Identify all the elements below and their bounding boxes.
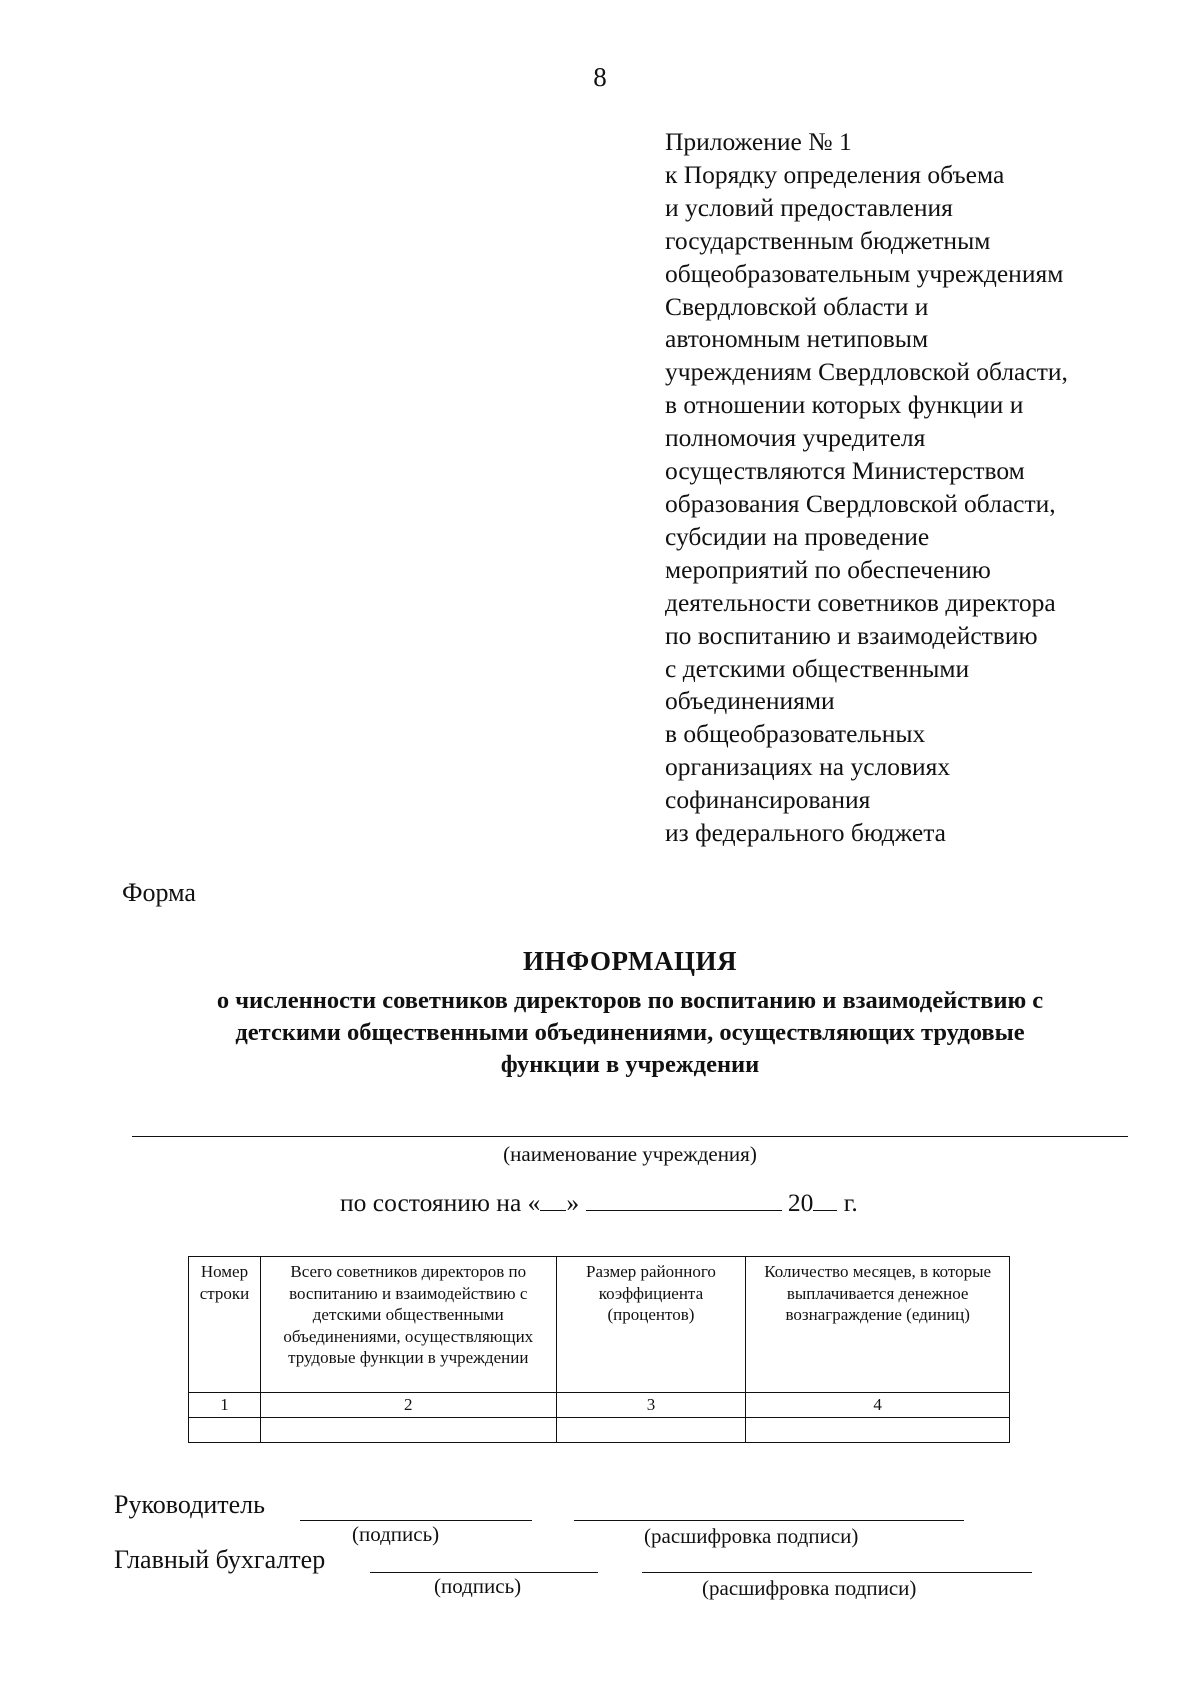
institution-name-line (132, 1136, 1128, 1137)
table-row (189, 1418, 1010, 1443)
head-transcript-caption: (расшифровка подписи) (644, 1524, 859, 1548)
appendix-line: и условий предоставления (665, 192, 953, 222)
appendix-line: в отношении которых функции и (665, 390, 1024, 420)
appendix-line: осуществляются Министерством (665, 456, 1025, 486)
column-number: 1 (189, 1393, 261, 1418)
table-header-row (189, 1257, 1010, 1393)
month-blank (586, 1188, 782, 1211)
appendix-line: объединениями (665, 686, 835, 716)
day-blank (540, 1188, 566, 1211)
header-months-count: Количество месяцев, в которые выплачивается денежное вознаграждение (единиц) (746, 1257, 1010, 1393)
table-cell (189, 1418, 261, 1443)
chief-accountant-signature-caption: (подпись) (434, 1574, 522, 1598)
table-cell (746, 1418, 1010, 1443)
document-subtitle-line: функции в учреждении (500, 1051, 760, 1078)
document-title: ИНФОРМАЦИЯ (523, 946, 737, 976)
appendix-line: учреждениям Свердловской области, (665, 357, 1068, 387)
appendix-header (665, 126, 1185, 850)
table-cell (556, 1418, 746, 1443)
appendix-line: мероприятий по обеспечению (665, 554, 991, 584)
year-prefix: 20 (787, 1188, 814, 1217)
head-signature-line (300, 1520, 532, 1521)
head-signature-caption: (подпись) (352, 1522, 440, 1546)
appendix-line: софинансирования (665, 785, 871, 815)
appendix-line: с детскими общественными (665, 653, 970, 683)
appendix-line: полномочия учредителя (665, 423, 926, 453)
head-transcript-line (574, 1520, 964, 1521)
chief-accountant-signature-line (370, 1572, 598, 1573)
appendix-line: по воспитанию и взаимодействию (665, 620, 1038, 650)
as-of-prefix: по состоянию на « (340, 1188, 541, 1217)
chief-accountant-transcript-caption: (расшифровка подписи) (702, 1576, 917, 1600)
appendix-line: Свердловской области и (665, 291, 929, 321)
header-regional-coefficient: Размер районного коэффициента (процентов) (556, 1257, 746, 1393)
appendix-line: государственным бюджетным (665, 225, 991, 255)
document-subtitle-line: о численности советников директоров по воспитанию и взаимодействию с (216, 987, 1044, 1014)
appendix-line: образования Свердловской области, (665, 488, 1056, 518)
appendix-line: в общеобразовательных (665, 719, 926, 749)
as-of-quote-close: » (566, 1188, 580, 1217)
appendix-line: автономным нетиповым (665, 324, 929, 354)
institution-name-caption: (наименование учреждения) (503, 1142, 757, 1166)
appendix-line: к Порядку определения объема (665, 159, 1005, 189)
appendix-line: субсидии на проведение (665, 521, 930, 551)
chief-accountant-signature-label: Главный бухгалтер (114, 1545, 326, 1574)
appendix-line: из федерального бюджета (665, 818, 946, 848)
table-column-numbers-row (189, 1393, 1010, 1418)
document-subtitle-line: детскими общественными объединениями, осуществляющих трудовые (235, 1019, 1025, 1046)
info-table (188, 1256, 1010, 1443)
appendix-line: общеобразовательным учреждениям (665, 258, 1064, 288)
year-blank (813, 1188, 837, 1211)
table-cell (260, 1418, 556, 1443)
year-suffix: г. (843, 1188, 858, 1217)
header-total-advisers: Всего советников директоров по воспитанию и взаимодействию с детскими общественными объединениями, осуществляющих трудовые функции в учреждении (260, 1257, 556, 1393)
chief-accountant-transcript-line (642, 1572, 1032, 1573)
appendix-line: деятельности советников директора (665, 587, 1056, 617)
as-of-date (340, 1188, 858, 1218)
appendix-line: Приложение № 1 (665, 127, 852, 156)
column-number: 2 (260, 1393, 556, 1418)
column-number: 3 (556, 1393, 746, 1418)
head-signature-label: Руководитель (114, 1490, 265, 1519)
document-title-block (60, 946, 1200, 1081)
page-number: 8 (593, 62, 607, 92)
appendix-line: организациях на условиях (665, 752, 951, 782)
form-label: Форма (122, 878, 196, 907)
column-number: 4 (746, 1393, 1010, 1418)
header-row-number: Номер строки (189, 1257, 261, 1393)
